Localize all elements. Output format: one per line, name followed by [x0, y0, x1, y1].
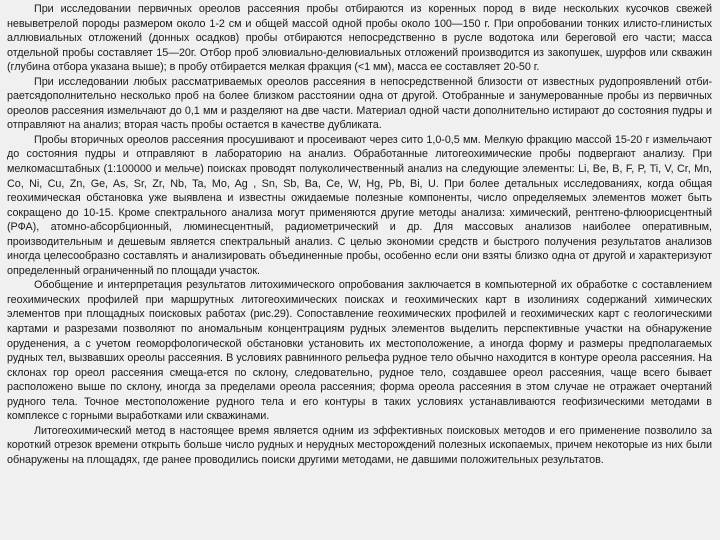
- paragraph-primary-halo-sampling: При исследовании первичных ореолов рассеяния пробы отбираются из коренных пород в виде нескольких кусочков свежей невыветрелой породы размером около 1-2 см и общей массой одной пробы около 100—150 г. При опробовании тонких илисто-глинистых аллювиальных отложений (донных осадков) пробы отбираются непосредственно в русле водотока или береговой его части; масса отдельной пробы составляет 15—20г. Отбор проб элювиально-делювиальных отложений производится из закопушек, шурфов или скважин (глубина отбора указана выше); в пробу отбирается мелкая фракция (<1 мм), масса ее составляет 20-50 г.: [7, 3, 712, 74]
- paragraph-sample-preparation: При исследовании любых рассматриваемых ореолов рассеяния в непосредственной близости от известных рудопроявлений отби-раетсядополнительно несколько проб на более близком расстоянии одна от другой. Отобранные и занумерованные пробы из первичных ореолов рассеяния измельчают до 0,1 мм и разделяют на две части. Материал одной части дополнительно истирают до состояния пудры и отправляют на анализ; вторая часть пробы остается в качестве дубликата.: [7, 75, 712, 132]
- paragraph-secondary-halo-analysis: Пробы вторичных ореолов рассеяния просушивают и просеивают через сито 1,0-0,5 мм. Мелкую фракцию массой 15-20 г измельчают до состояния пудры и отправляют в лабораторию на анализ. Обработанные литогеохимические пробы подвергают анализу. При мелкомасштабных (1:100000 и мельче) поисках проводят полуколичественный анализ на следующие элементы: Li, Be, B, F, P, Ti, V, Cr, Mn, Co, Ni, Cu, Zn, Ge, As, Sr, Zr, Nb, Ta, Mo, Ag , Sn, Sb, Ba, Ce, W, Hg, Pb, Bi, U. При более детальных исследованиях, когда общая геохимическая обстановка уже выявлена и известны ожидаемые полезные компоненты, число определяемых элементов может быть сокращено до 10-15. Кроме спектрального анализа могут применяются другие методы анализа: химический, рентгено-флюорисцентный (РФА), атомно-абсорбционный, люминесцентный, радиометрический и др. Для массовых анализов наиболее оперативным, производительным и дешевым является спектральный анализ. С целью экономии средств и быстрого получения результатов анализов иногда целесообразно составлять и анализировать объединенные пробы, особенно если они взяты близко одна от другой и характеризуют определенный ограниченный по площади участок.: [7, 133, 712, 277]
- paragraph-method-effectiveness: Литогеохимический метод в настоящее время является одним из эффективных поисковых методов и его применение позволило за короткий отрезок времени открыть больше число рудных и нерудных месторождений полезных ископаемых, причем некоторые из них были обнаружены на площадях, где ранее проводились поиски другими методами, не давшими положительных результатов.: [7, 424, 712, 466]
- paragraph-interpretation: Обобщение и интерпретация результатов литохимического опробования заключается в компьютерной их обработке с составлением геохимических профилей при маршрутных литогеохимических поисках и геохимических карт в изолиниях содержаний химических элементов при площадных поисковых работах (рис.29). Сопоставление геохимических профилей и геохимических карт с геологическими картами и разрезами позволяют по аномальным концентрациям рудных элементов выделить перспективные участки на обнаружение оруденения, а с учетом геоморфологической обстановки установить их местоположение, а иногда форму и размеры предполагаемых рудных тел, вызвавших ореолы рассеяния. В условиях равнинного рельефа рудное тело обычно находится в контуре ореола рассеяния. На склонах гор ореол рассеяния смеща-ется по склону, следовательно, рудное тело, создавшее ореол рассеяния, чаще всего бывает расположено выше по склону, иногда за пределами ореола рассеяния; форма ореола рассеяния в этом случае не отражает очертаний рудного тела. Точное местоположение рудного тела и его контуры в таких условиях устанавливаются геофизическими методами в комплексе с горными выработками или скважинами.: [7, 279, 712, 423]
